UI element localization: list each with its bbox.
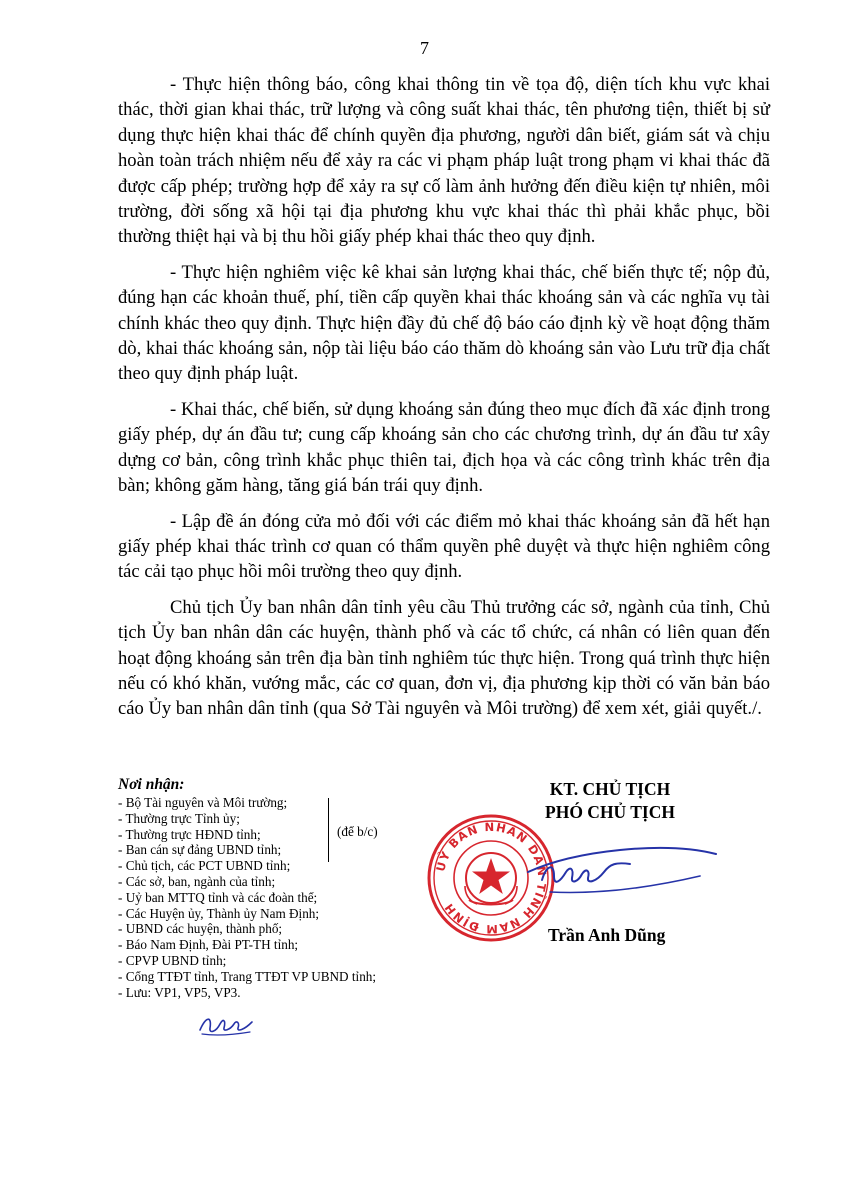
list-item: - Ban cán sự đảng UBND tỉnh; [118,842,282,858]
list-item: - Các Huyện ủy, Thành ủy Nam Định; [118,905,320,921]
seal-text: UỶ BAN NHÂN DÂN TỈNH NAM ĐỊNH [433,819,550,937]
list-item: - Lưu: VP1, VP5, VP3. [118,984,241,1000]
document-body [118,72,770,732]
list-item: - Thường trực HĐND tỉnh; [118,826,261,842]
recipients-title: Nơi nhận: [118,776,185,793]
list-item: - Uỷ ban MTTQ tỉnh và các đoàn thể; [118,889,318,905]
recipients-block [118,776,418,1000]
page-number: 7 [420,38,429,58]
paragraph-output-declaration: - Thực hiện nghiêm việc kê khai sản lượng khai thác, chế biến thực tế; nộp đủ, đúng hạn các khoản thuế, phí, tiền cấp quyền khai thác khoáng sản và các nghĩa vụ tài chính khác theo quy định. Thực hiện đầy đủ chế độ báo cáo định kỳ về hoạt động thăm dò, khai thác khoáng sản, nộp tài liệu báo cáo thăm dò khoáng sản vào Lưu trữ địa chất theo quy định pháp luật. [118,261,770,385]
list-item: - CPVP UBND tỉnh; [118,952,227,968]
list-item: - Thường trực Tỉnh ủy; [118,810,240,826]
handwritten-signature-icon [520,832,720,902]
paragraph-mine-closure: - Lập đề án đóng cửa mỏ đối với các điểm mỏ khai thác khoáng sản đã hết hạn giấy phép khai thác trình cơ quan có thẩm quyền phê duyệt và thực hiện nghiêm công tác cải tạo phục hồi môi trường theo quy định. [118,510,770,583]
list-item: - Chủ tịch, các PCT UBND tỉnh; [118,858,291,874]
paragraph-public-disclosure: - Thực hiện thông báo, công khai thông tin về tọa độ, diện tích khu vực khai thác, thời gian khai thác, trữ lượng và công suất khai thác, tên phương tiện, thiết bị sử dụng thực hiện khai thác để chính quyền địa phương, người dân biết, giám sát và chịu hoàn toàn trách nhiệm nếu để xảy ra các vi phạm pháp luật trong phạm vi khai thác đã được cấp phép; trường hợp để xảy ra sự cố làm ảnh hưởng đến điều kiện tự nhiên, môi trường, đời sống xã hội tại địa phương khu vực khai thác thì phải khắc phục, bồi thường thiệt hại và bị thu hồi giấy phép khai thác theo quy định. [118,74,770,248]
recipients-bracket [328,798,329,862]
list-item: - Các sở, ban, ngành của tỉnh; [118,873,276,889]
paragraph-mineral-usage: - Khai thác, chế biến, sử dụng khoáng sản đúng theo mục đích đã xác định trong giấy phép, dự án đầu tư; cung cấp khoáng sản cho các chương trình, dự án đầu tư xây dựng cơ bản, công trình khắc phục thiên tai, địch họa và các công trình khác trên địa bàn; không găm hàng, tăng giá bán trái quy định. [118,398,770,497]
bracket-note: (để b/c) [337,824,378,839]
signature-title-line1: KT. CHỦ TỊCH [549,779,671,799]
signer-name: Trần Anh Dũng [548,925,666,945]
signature-title-line2: PHÓ CHỦ TỊCH [545,802,675,822]
list-item: - Báo Nam Định, Đài PT-TH tỉnh; [118,937,299,953]
initial-signature-icon [196,1010,256,1038]
list-item: - Bộ Tài nguyên và Môi trường; [118,795,288,810]
paragraph-closing-request: Chủ tịch Ủy ban nhân dân tỉnh yêu cầu Thủ trưởng các sở, ngành của tỉnh, Chủ tịch Ủy ban nhân dân các huyện, thành phố và các tổ chức, cá nhân có liên quan đến hoạt động khoáng sản trên địa bàn tỉnh nghiêm túc thực hiện. Trong quá trình thực hiện nếu có khó khăn, vướng mắc, các cơ quan, đơn vị, địa phương kịp thời có văn bản báo cáo Ủy ban nhân dân tỉnh (qua Sở Tài nguyên và Môi trường) để xem xét, giải quyết./. [118,596,770,720]
list-item: - Cổng TTĐT tỉnh, Trang TTĐT VP UBND tỉnh; [118,968,377,984]
list-item: - UBND các huyện, thành phố; [118,921,283,937]
